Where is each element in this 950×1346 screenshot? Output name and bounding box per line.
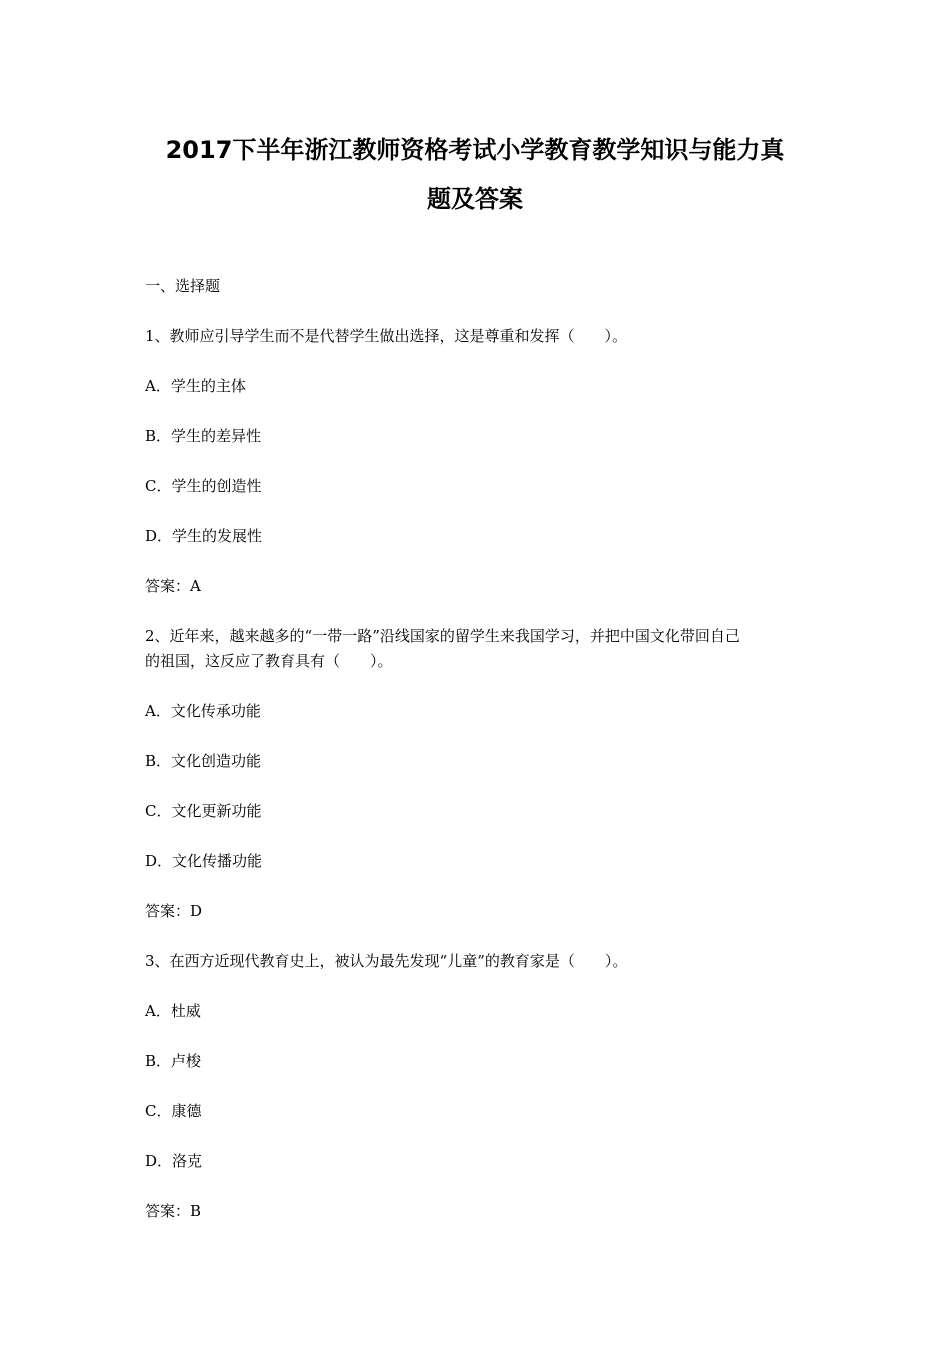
document-title-line-2: 题及答案 — [427, 185, 523, 213]
question-2-option-c: C．文化更新功能 — [145, 802, 262, 820]
question-2-answer: 答案：D — [145, 902, 203, 920]
question-1-stem: 1、教师应引导学生而不是代替学生做出选择，这是尊重和发挥（ ）。 — [145, 327, 628, 345]
section-heading: 一、选择题 — [145, 277, 221, 295]
question-3-answer: 答案：B — [145, 1202, 202, 1220]
question-1-option-c: C．学生的创造性 — [145, 477, 262, 495]
question-3-stem: 3、在西方近现代教育史上，被认为最先发现“儿童”的教育家是（ ）。 — [145, 952, 628, 970]
question-2-option-b: B．文化创造功能 — [145, 752, 262, 770]
question-1-option-a: A．学生的主体 — [145, 377, 246, 395]
question-2-option-d: D．文化传播功能 — [145, 852, 263, 870]
question-2-stem-line-2: 的祖国，这反应了教育具有（ ）。 — [145, 652, 393, 670]
question-2-stem-line-1: 2、近年来，越来越多的“一带一路”沿线国家的留学生来我国学习，并把中国文化带回自己 — [145, 627, 740, 645]
question-3-option-c: C．康德 — [145, 1102, 202, 1120]
question-1-option-b: B．学生的差异性 — [145, 427, 262, 445]
question-2-option-a: A．文化传承功能 — [145, 702, 261, 720]
document-title-line-1: 2017下半年浙江教师资格考试小学教育教学知识与能力真 — [165, 136, 785, 164]
question-3-option-d: D．洛克 — [145, 1152, 203, 1170]
question-1-option-d: D．学生的发展性 — [145, 527, 263, 545]
question-1-answer: 答案：A — [145, 577, 201, 595]
question-3-option-b: B．卢梭 — [145, 1052, 202, 1070]
question-3-option-a: A．杜威 — [145, 1002, 201, 1020]
